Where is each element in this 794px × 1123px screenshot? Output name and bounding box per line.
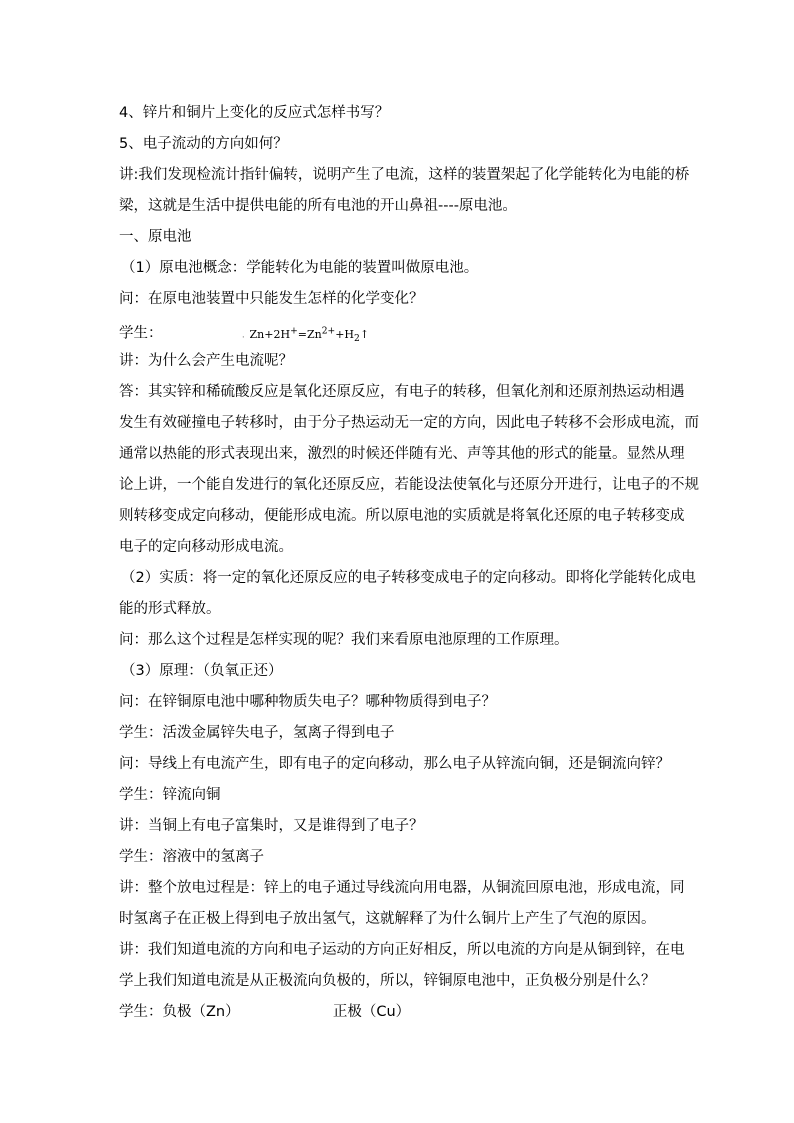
marker-dot: . (241, 329, 245, 341)
paragraph-line: 问：在锌铜原电池中哪种物质失电子？哪种物质得到电子？ (119, 694, 496, 710)
paragraph-line: 学上我们知道电流是从正极流向负极的，所以，锌铜原电池中，正负极分别是什么？ (119, 973, 656, 989)
paragraph-line: 学生：锌流向铜 (119, 787, 221, 803)
student-equation-line (119, 321, 679, 348)
paragraph-line: 学生：活泼金属锌失电子，氢离子得到电子 (119, 725, 395, 741)
paragraph-line: 讲：整个放电过程是：锌上的电子通过导线流向用电器，从铜流回原电池，形成电流，同 (119, 880, 685, 896)
question-5: 5、电子流动的方向如何？ (119, 136, 288, 152)
paragraph-line: 问：那么这个过程是怎样实现的呢？我们来看原电池原理的工作原理。 (119, 632, 569, 648)
reaction-equation: $Zn+2H^+=Zn^{2+}+H_2↑$ (249, 325, 370, 344)
paragraph-line: 讲：我们知道电流的方向和电子运动的方向正好相反，所以电流的方向是从铜到锌，在电 (119, 942, 685, 958)
paragraph-line: 通常以热能的形式表现出来，激烈的时候还伴随有光、声等其他的形式的能量。显然从理 (119, 446, 685, 462)
question-line: 问：在原电池装置中只能发生怎样的化学变化？ (119, 291, 424, 307)
principle-heading: （3）原理：（负氧正还） (121, 663, 283, 679)
paragraph-line: 则转移变成定向移动，便能形成电流。所以原电池的实质就是将氧化还原的电子转移变成 (119, 508, 685, 524)
section-heading: 一、原电池 (119, 229, 192, 245)
paragraph-line: 发生有效碰撞电子转移时，由于分子热运动无一定的方向，因此电子转移不会形成电流，而 (119, 415, 699, 431)
paragraph-line: 讲:我们发现检流计指针偏转，说明产生了电流，这样的装置架起了化学能转化为电能的桥 (119, 167, 690, 183)
paragraph-line: 答：其实锌和稀硫酸反应是氧化还原反应，有电子的转移，但氧化剂和还原剂热运动相遇 (119, 384, 685, 400)
paragraph-line: 能的形式释放。 (119, 601, 221, 617)
paragraph-line: 梁，这就是生活中提供电能的所有电池的开山鼻祖----原电池。 (119, 198, 517, 214)
negative-electrode: 学生：负极（Zn） (119, 1004, 240, 1020)
paragraph-line: （2）实质：将一定的氧化还原反应的电子转移变成电子的定向移动。即将化学能转化成电 (121, 570, 696, 586)
paragraph-line: 时氢离子在正极上得到电子放出氢气，这就解释了为什么铜片上产生了气泡的原因。 (119, 911, 656, 927)
concept-line: （1）原电池概念：学能转化为电能的装置叫做原电池。 (121, 260, 479, 276)
paragraph-line: 问：导线上有电流产生，即有电子的定向移动，那么电子从锌流向铜，还是铜流向锌？ (119, 756, 670, 772)
paragraph-line: 论上讲，一个能自发进行的氧化还原反应，若能设法使氧化与还原分开进行，让电子的不规 (119, 477, 699, 493)
student-label: 学生： (119, 325, 163, 342)
paragraph-line: 电子的定向移动形成电流。 (119, 539, 293, 555)
paragraph-line: 学生：溶液中的氢离子 (119, 849, 264, 865)
positive-electrode: 正极（Cu） (332, 1004, 411, 1020)
paragraph-line: 讲：当铜上有电子富集时，又是谁得到了电子？ (119, 818, 424, 834)
question-4: 4、锌片和铜片上变化的反应式怎样书写？ (119, 105, 390, 121)
paragraph-line: 讲：为什么会产生电流呢？ (119, 353, 293, 369)
electrodes-line (119, 1003, 679, 1022)
